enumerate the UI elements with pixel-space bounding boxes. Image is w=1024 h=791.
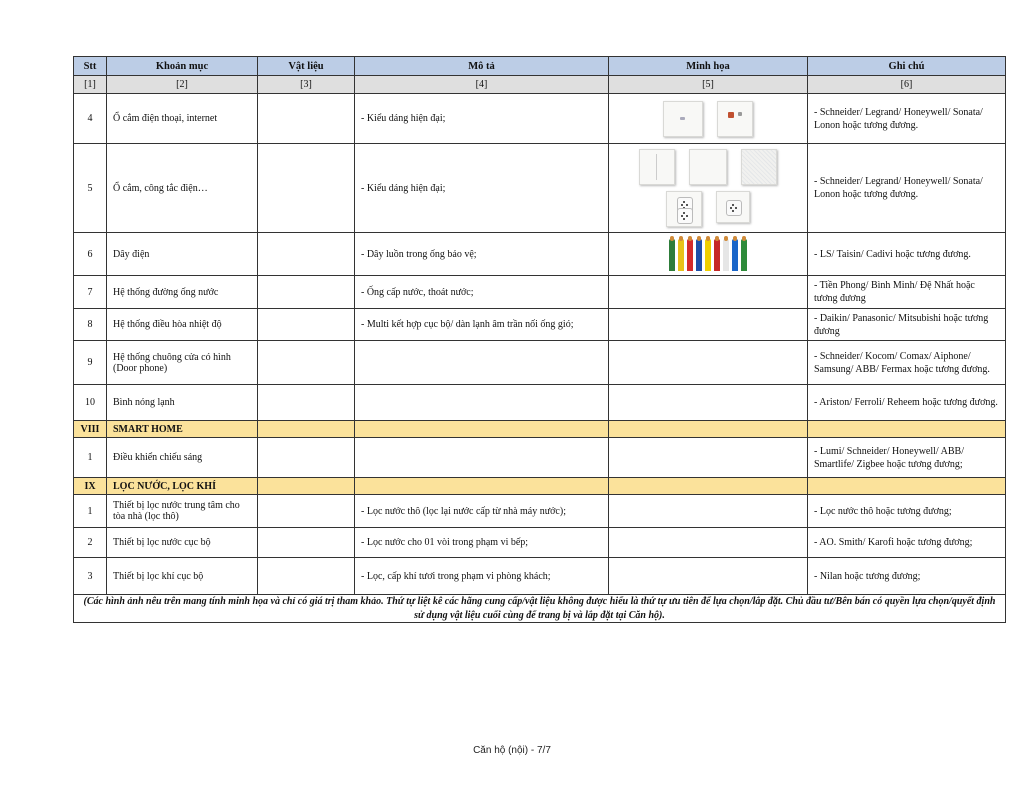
material-cell bbox=[258, 144, 355, 233]
electric-wires-image bbox=[615, 237, 801, 271]
note-cell: - Nilan hoặc tương đương; bbox=[808, 558, 1006, 595]
desc-cell bbox=[355, 341, 609, 385]
index-cell: [5] bbox=[609, 76, 808, 94]
stt-cell: 1 bbox=[74, 495, 107, 528]
wire-strand bbox=[741, 239, 747, 271]
wire-strand bbox=[723, 239, 729, 271]
material-cell bbox=[258, 558, 355, 595]
section-number: VIII bbox=[74, 421, 107, 438]
desc-cell: - Multi kết hợp cục bộ/ dàn lạnh âm trần nối ống gió; bbox=[355, 309, 609, 341]
item-cell: Ổ cắm điện thoại, internet bbox=[107, 94, 258, 144]
note-cell: - Schneider/ Legrand/ Honeywell/ Sonata/ Lonon hoặc tương đương. bbox=[808, 144, 1006, 233]
desc-cell bbox=[355, 385, 609, 421]
material-cell bbox=[258, 94, 355, 144]
phone-socket-image bbox=[663, 101, 703, 137]
material-cell bbox=[258, 495, 355, 528]
stt-cell: 10 bbox=[74, 385, 107, 421]
item-cell: Dây điện bbox=[107, 233, 258, 276]
col-header-material: Vật liệu bbox=[258, 57, 355, 76]
wire-strand bbox=[687, 239, 693, 271]
double-socket-image bbox=[666, 191, 702, 227]
material-cell bbox=[258, 438, 355, 478]
desc-cell: - Lọc, cấp khí tươi trong phạm vi phòng khách; bbox=[355, 558, 609, 595]
table-row bbox=[74, 309, 1006, 341]
section-row bbox=[74, 421, 1006, 438]
table-row bbox=[74, 528, 1006, 558]
wire-strand bbox=[714, 239, 720, 271]
note-cell: - Ariston/ Ferroli/ Reheem hoặc tương đương. bbox=[808, 385, 1006, 421]
illustration-cell bbox=[609, 438, 808, 478]
item-cell: Hệ thống điều hòa nhiệt độ bbox=[107, 309, 258, 341]
illustration-cell bbox=[609, 233, 808, 276]
desc-cell: - Kiểu dáng hiện đại; bbox=[355, 144, 609, 233]
illustration-cell bbox=[609, 94, 808, 144]
desc-cell: - Kiểu dáng hiện đại; bbox=[355, 94, 609, 144]
internet-socket-image bbox=[717, 101, 753, 137]
section-row bbox=[74, 478, 1006, 495]
illustration-cell bbox=[609, 309, 808, 341]
illustration-cell bbox=[609, 144, 808, 233]
wire-strand bbox=[732, 239, 738, 271]
stt-cell: 4 bbox=[74, 94, 107, 144]
material-cell bbox=[258, 276, 355, 309]
col-header-item: Khoản mục bbox=[107, 57, 258, 76]
note-cell: - AO. Smith/ Karofi hoặc tương đương; bbox=[808, 528, 1006, 558]
spec-table bbox=[73, 56, 1006, 623]
illustration-cell bbox=[609, 495, 808, 528]
index-cell: [4] bbox=[355, 76, 609, 94]
stt-cell: 3 bbox=[74, 558, 107, 595]
stt-cell: 9 bbox=[74, 341, 107, 385]
switch-plate-image bbox=[639, 149, 675, 185]
note-cell: - Schneider/ Kocom/ Comax/ Aiphone/ Samsung/ ABB/ Fermax hoặc tương đương. bbox=[808, 341, 1006, 385]
disclaimer-text: (Các hình ảnh nêu trên mang tính minh họa và chỉ có giá trị tham khảo. Thứ tự liệt kê các hãng cung cấp/vật liệu không được hiểu là thứ tự ưu tiên để lựa chọn/lắp đặt. Chủ đầu tư/Bên bán có quyền lựa chọn/quyết định sử dụng vật liệu cuối cùng để trang bị và lắp đặt tại Căn hộ). bbox=[74, 595, 1006, 623]
wire-strand bbox=[696, 239, 702, 271]
table-row bbox=[74, 94, 1006, 144]
table-row bbox=[74, 144, 1006, 233]
desc-cell: - Lọc nước cho 01 vòi trong phạm vi bếp; bbox=[355, 528, 609, 558]
stt-cell: 5 bbox=[74, 144, 107, 233]
item-cell: Hệ thống đường ống nước bbox=[107, 276, 258, 309]
textured-plate-image bbox=[741, 149, 777, 185]
single-socket-image bbox=[716, 191, 750, 223]
section-title: LỌC NƯỚC, LỌC KHÍ bbox=[107, 478, 258, 495]
col-header-stt: Stt bbox=[74, 57, 107, 76]
stt-cell: 6 bbox=[74, 233, 107, 276]
material-cell bbox=[258, 233, 355, 276]
section-title: SMART HOME bbox=[107, 421, 258, 438]
note-cell: - Tiền Phong/ Bình Minh/ Đệ Nhất hoặc tương đương bbox=[808, 276, 1006, 309]
table-row bbox=[74, 558, 1006, 595]
wire-strand bbox=[705, 239, 711, 271]
table-row bbox=[74, 385, 1006, 421]
item-cell: Ổ cắm, công tắc điện… bbox=[107, 144, 258, 233]
item-cell: Bình nóng lạnh bbox=[107, 385, 258, 421]
blank-plate-image bbox=[689, 149, 727, 185]
index-cell: [3] bbox=[258, 76, 355, 94]
table-row bbox=[74, 276, 1006, 309]
item-cell: Thiết bị lọc nước trung tâm cho tòa nhà (lọc thô) bbox=[107, 495, 258, 528]
item-cell: Thiết bị lọc khí cục bộ bbox=[107, 558, 258, 595]
note-cell: - Daikin/ Panasonic/ Mitsubishi hoặc tương đương bbox=[808, 309, 1006, 341]
page-footer: Căn hộ (nội) - 7/7 bbox=[473, 745, 551, 756]
illustration-cell bbox=[609, 558, 808, 595]
illustration-cell bbox=[609, 276, 808, 309]
header-row bbox=[74, 57, 1006, 76]
material-cell bbox=[258, 385, 355, 421]
note-cell: - Schneider/ Legrand/ Honeywell/ Sonata/ Lonon hoặc tương đương. bbox=[808, 94, 1006, 144]
item-cell: Hệ thống chuông cửa có hình (Door phone) bbox=[107, 341, 258, 385]
desc-cell: - Ống cấp nước, thoát nước; bbox=[355, 276, 609, 309]
table-row bbox=[74, 438, 1006, 478]
stt-cell: 7 bbox=[74, 276, 107, 309]
illustration-cell bbox=[609, 528, 808, 558]
index-row bbox=[74, 76, 1006, 94]
table-row bbox=[74, 233, 1006, 276]
wire-strand bbox=[669, 239, 675, 271]
material-cell bbox=[258, 341, 355, 385]
index-cell: [6] bbox=[808, 76, 1006, 94]
stt-cell: 1 bbox=[74, 438, 107, 478]
material-cell bbox=[258, 528, 355, 558]
illustration-cell bbox=[609, 385, 808, 421]
note-cell: - Lumi/ Schneider/ Honeywell/ ABB/ Smartlife/ Zigbee hoặc tương đương; bbox=[808, 438, 1006, 478]
table-row bbox=[74, 341, 1006, 385]
desc-cell bbox=[355, 438, 609, 478]
table-row bbox=[74, 495, 1006, 528]
item-cell: Thiết bị lọc nước cục bộ bbox=[107, 528, 258, 558]
col-header-desc: Mô tả bbox=[355, 57, 609, 76]
wire-strand bbox=[678, 239, 684, 271]
disclaimer-row bbox=[74, 595, 1006, 623]
desc-cell: - Dây luồn trong ống bảo vệ; bbox=[355, 233, 609, 276]
section-number: IX bbox=[74, 478, 107, 495]
illustration-cell bbox=[609, 341, 808, 385]
note-cell: - Lọc nước thô hoặc tương đương; bbox=[808, 495, 1006, 528]
stt-cell: 2 bbox=[74, 528, 107, 558]
col-header-note: Ghi chú bbox=[808, 57, 1006, 76]
item-cell: Điều khiển chiếu sáng bbox=[107, 438, 258, 478]
material-cell bbox=[258, 309, 355, 341]
stt-cell: 8 bbox=[74, 309, 107, 341]
col-header-illustration: Minh họa bbox=[609, 57, 808, 76]
note-cell: - LS/ Taisin/ Cadivi hoặc tương đương. bbox=[808, 233, 1006, 276]
index-cell: [1] bbox=[74, 76, 107, 94]
desc-cell: - Lọc nước thô (lọc lại nước cấp từ nhà máy nước); bbox=[355, 495, 609, 528]
index-cell: [2] bbox=[107, 76, 258, 94]
